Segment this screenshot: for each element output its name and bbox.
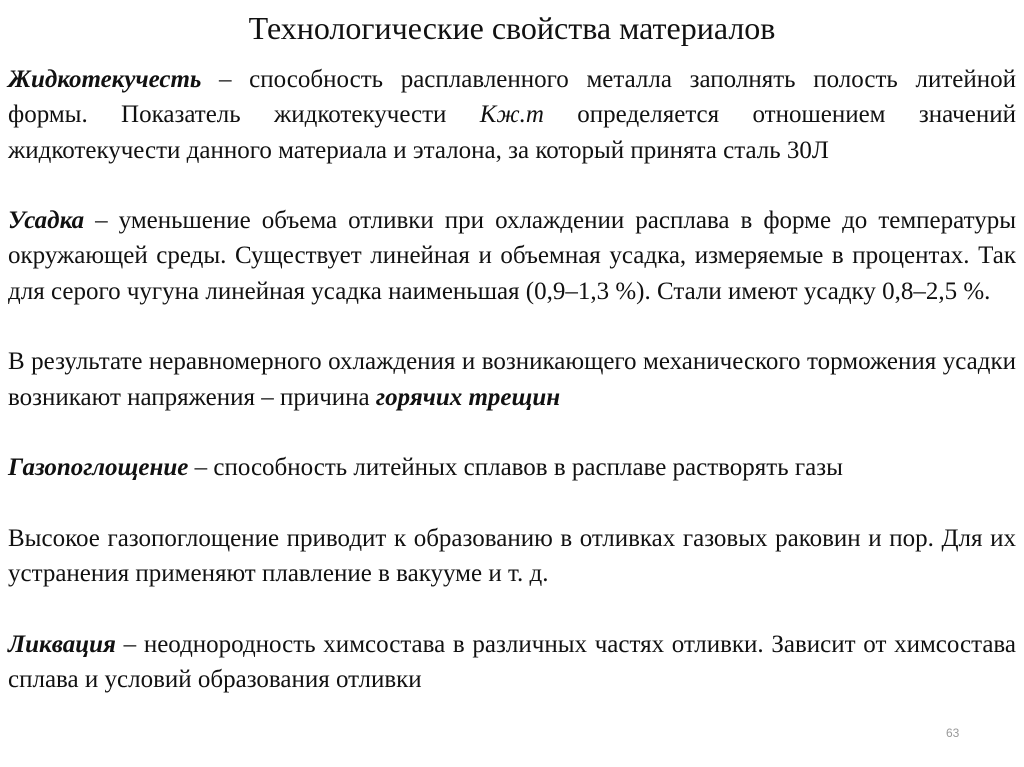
- page-number: 63: [946, 726, 960, 740]
- paragraph-gap: [8, 415, 1016, 450]
- paragraph-gap: [8, 168, 1016, 203]
- paragraph-gap: [8, 591, 1016, 626]
- stress-text: В результате неравномерного охлаждения и возникающего механического торможения усадки возникают напряжения – причина: [8, 348, 1016, 411]
- gas-consequence-text: Высокое газопоглощение приводит к образованию в отливках газовых раковин и пор. Для их устранения применяют плавление в вакууме и т. д.: [8, 524, 1016, 588]
- segregation-text: – неоднородность химсостава в различных частях отливки. Зависит от химсостава сплава и условий образования отливки: [8, 630, 1016, 694]
- shrinkage-text: – уменьшение объема отливки при охлаждении расплава в форме до температуры окружающей среды. Существует линейная и объемная усадка, измеряемые в процентах. Так для серого чугуна линейная усадка наименьшая (0,9–1,3 %). Стали имеют усадку 0,8–2,5 %.: [8, 207, 1016, 305]
- paragraph-gap: [8, 486, 1016, 521]
- paragraph-shrinkage: [8, 203, 1016, 309]
- term-gas-absorption: Газопоглощение: [8, 454, 189, 482]
- fluidity-text-1: – способность расплавленного металла заполнять полость литейной формы. Показатель жидкотекучести: [8, 66, 1016, 129]
- paragraph-stress: [8, 344, 1016, 415]
- slide-body: [8, 62, 1016, 697]
- paragraph-gap: [8, 309, 1016, 344]
- fluidity-text-2: определяется отношением значений жидкотекучести данного материала и эталона, за который принята сталь 30Л: [8, 101, 1016, 164]
- term-fluidity: Жидкотекучесть: [8, 66, 202, 93]
- term-segregation: Ликвация: [8, 630, 116, 658]
- paragraph-segregation: [8, 627, 1016, 698]
- paragraph-gas-absorption: [8, 450, 1016, 485]
- gas-absorption-text: – способность литейных сплавов в расплаве растворять газы: [188, 454, 843, 482]
- term-shrinkage: Усадка: [8, 207, 85, 235]
- paragraph-gas-consequence: [8, 521, 1016, 592]
- term-hot-cracks: горячих трещин: [375, 383, 561, 411]
- slide-title: Технологические свойства материалов: [248, 10, 776, 46]
- fluidity-symbol: Кж.т: [479, 101, 544, 129]
- paragraph-fluidity: [8, 62, 1016, 168]
